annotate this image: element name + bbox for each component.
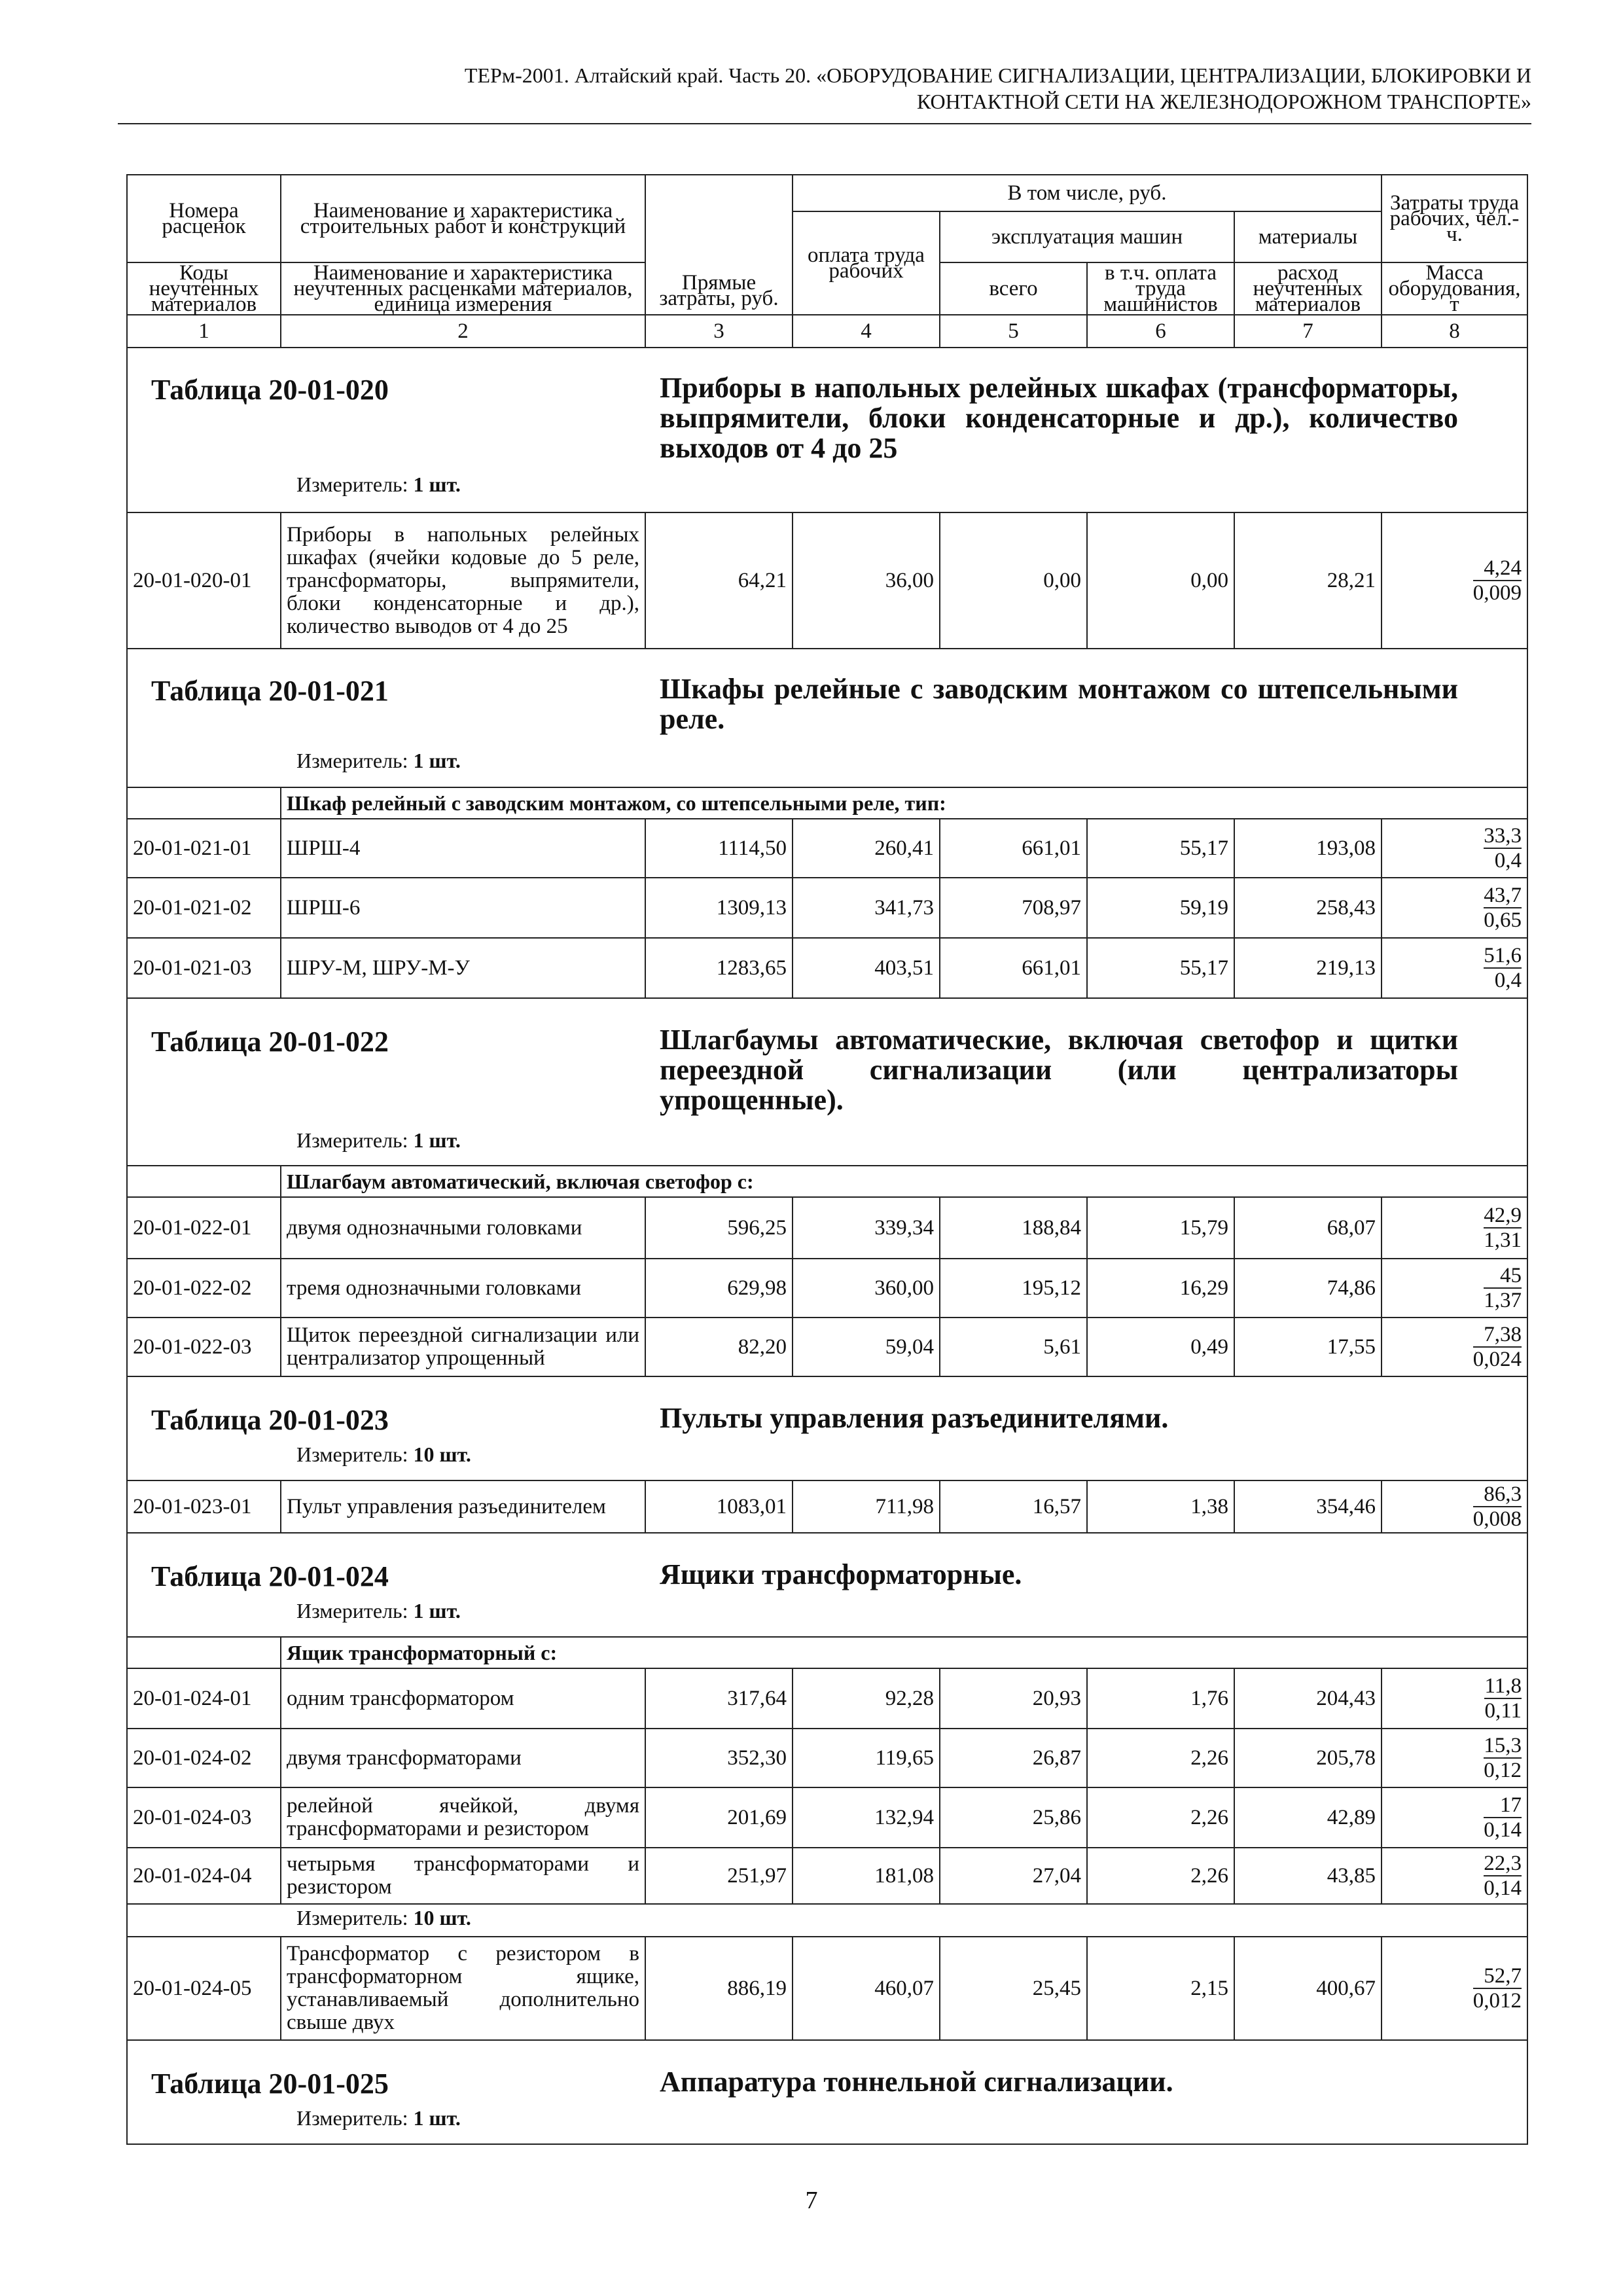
labor-mass-fraction [1484, 1793, 1522, 1842]
cost-mach-pay: 15,79 [1087, 1197, 1234, 1259]
col-header-code: Номера расценок [127, 175, 281, 262]
cost-mat: 74,86 [1234, 1259, 1382, 1318]
rate-code: 20-01-024-04 [127, 1848, 281, 1904]
labor-mass-cell [1382, 1848, 1527, 1904]
cost-pay: 460,07 [793, 1937, 940, 2040]
labor-mass-cell [1382, 512, 1527, 649]
col-number: 1 [127, 315, 281, 348]
table-row [127, 878, 1527, 938]
labor-cost: 42,9 [1484, 1203, 1522, 1227]
labor-cost: 7,38 [1473, 1323, 1522, 1348]
work-name: двумя трансформаторами [281, 1729, 645, 1787]
group-heading-blank [127, 1166, 281, 1197]
col-header-name2: Наименование и характеристика неучтенных расценками материалов, единица измерения [281, 262, 645, 315]
group-heading-row [127, 1166, 1527, 1197]
cost-pay: 360,00 [793, 1259, 940, 1318]
cost-mach: 27,04 [940, 1848, 1087, 1904]
col-header-labor-pay: оплата труда рабочих [793, 211, 940, 315]
measurer [296, 2106, 461, 2130]
caption-wrap [133, 2041, 1522, 2144]
cost-pay: 711,98 [793, 1480, 940, 1533]
equipment-mass: 0,14 [1484, 1818, 1522, 1842]
measurer [296, 1128, 461, 1153]
cost-mat: 68,07 [1234, 1197, 1382, 1259]
cost-mat: 354,46 [1234, 1480, 1382, 1533]
cost-direct: 251,97 [645, 1848, 793, 1904]
col-number: 6 [1087, 315, 1234, 348]
measurer-unit: 1 шт. [413, 1599, 461, 1623]
cost-mach-pay: 55,17 [1087, 938, 1234, 998]
table-title: Ящики трансформаторные. [660, 1558, 1022, 1590]
cost-mat: 28,21 [1234, 512, 1382, 649]
cost-mach: 5,61 [940, 1318, 1087, 1376]
cost-mach-pay: 16,29 [1087, 1259, 1234, 1318]
cost-pay: 260,41 [793, 819, 940, 878]
cost-mach-pay: 59,19 [1087, 878, 1234, 938]
labor-mass-cell [1382, 819, 1527, 878]
rate-code: 20-01-022-03 [127, 1318, 281, 1376]
caption-wrap [133, 999, 1522, 1165]
measurer-unit: 10 шт. [413, 1906, 471, 1929]
running-header [124, 62, 1531, 115]
labor-mass-cell [1382, 1787, 1527, 1848]
group-heading: Ящик трансформаторный с: [281, 1637, 1527, 1668]
equipment-mass: 1,37 [1484, 1288, 1522, 1312]
table-number: Таблица 20-01-023 [151, 1404, 389, 1436]
cost-direct: 352,30 [645, 1729, 793, 1787]
measurer [296, 749, 461, 773]
labor-mass-cell [1382, 878, 1527, 938]
cost-mach: 26,87 [940, 1729, 1087, 1787]
rate-code: 20-01-022-02 [127, 1259, 281, 1318]
measurer-label: Измеритель: [296, 1128, 408, 1152]
cost-pay: 119,65 [793, 1729, 940, 1787]
cost-mach-pay: 2,26 [1087, 1848, 1234, 1904]
cost-direct: 82,20 [645, 1318, 793, 1376]
table-caption [127, 998, 1527, 1166]
equipment-mass: 0,009 [1472, 581, 1522, 605]
equipment-mass: 0,11 [1484, 1698, 1522, 1723]
table-row [127, 938, 1527, 998]
cost-pay: 59,04 [793, 1318, 940, 1376]
table-number: Таблица 20-01-022 [151, 1026, 389, 1058]
cost-mat: 258,43 [1234, 878, 1382, 938]
caption-wrap [133, 1377, 1522, 1480]
table-caption-row [127, 1533, 1527, 1637]
table-title: Приборы в напольных релейных шкафах (трансформаторы, выпрямители, блоки конденсаторные и др.), количество выходов от 4 до 25 [660, 372, 1458, 464]
cost-mach: 25,45 [940, 1937, 1087, 2040]
cost-direct: 201,69 [645, 1787, 793, 1848]
col-header-direct: Прямые затраты, руб. [645, 175, 793, 315]
table-number: Таблица 20-01-024 [151, 1560, 389, 1592]
col-number: 3 [645, 315, 793, 348]
work-name: ШРШ-4 [281, 819, 645, 878]
table-title: Пульты управления разъединителями. [660, 1402, 1169, 1434]
cost-mach-pay: 1,76 [1087, 1668, 1234, 1729]
measurer-unit: 1 шт. [413, 749, 461, 772]
cost-pay: 339,34 [793, 1197, 940, 1259]
group-heading: Шкаф релейный с заводским монтажом, со штепсельными реле, тип: [281, 787, 1527, 819]
table-row [127, 1787, 1527, 1848]
table-caption [127, 1376, 1527, 1480]
cost-mach-pay: 2,26 [1087, 1729, 1234, 1787]
labor-mass-fraction [1484, 1852, 1522, 1900]
labor-cost: 52,7 [1473, 1964, 1522, 1989]
labor-mass-cell [1382, 1259, 1527, 1318]
measurer-label: Измеритель: [296, 2106, 408, 2130]
header-divider [118, 123, 1531, 124]
measurer-unit: 1 шт. [413, 473, 461, 496]
labor-mass-fraction [1473, 1482, 1522, 1531]
group-heading: Шлагбаум автоматический, включая светофор с: [281, 1166, 1527, 1197]
cost-pay: 341,73 [793, 878, 940, 938]
labor-cost: 15,3 [1484, 1733, 1522, 1757]
equipment-mass: 0,14 [1484, 1876, 1522, 1900]
rate-code: 20-01-021-01 [127, 819, 281, 878]
table-row [127, 1937, 1527, 2040]
cost-pay: 132,94 [793, 1787, 940, 1848]
cost-mat: 43,85 [1234, 1848, 1382, 1904]
table-row [127, 1729, 1527, 1787]
col-header-machines: эксплуатация машин [940, 211, 1234, 262]
cost-mach: 195,12 [940, 1259, 1087, 1318]
table-row [127, 819, 1527, 878]
cost-mach: 708,97 [940, 878, 1087, 938]
table-caption [127, 2040, 1527, 2144]
labor-mass-fraction [1484, 884, 1522, 932]
measurer-unit: 1 шт. [413, 2106, 461, 2130]
work-name: Приборы в напольных релейных шкафах (ячейки кодовые до 5 реле, трансформаторы, выпрямители, блоки конденсаторные и др.), количество выводов от 4 до 25 [281, 512, 645, 649]
measurer-cell [127, 1904, 1527, 1937]
col-header-code2: Коды неучтенных материалов [127, 262, 281, 315]
measurer-unit: 1 шт. [413, 1128, 461, 1152]
table-caption-row [127, 1376, 1527, 1480]
measurer-label: Измеритель: [296, 1443, 408, 1466]
cost-mat: 17,55 [1234, 1318, 1382, 1376]
work-name: четырьмя трансформаторами и резистором [281, 1848, 645, 1904]
col-number: 7 [1234, 315, 1382, 348]
rate-code: 20-01-024-03 [127, 1787, 281, 1848]
col-header-labor: Затраты труда рабочих, чел.-ч. [1382, 175, 1527, 262]
caption-wrap [133, 649, 1522, 787]
measurer [296, 473, 461, 497]
cost-direct: 1114,50 [645, 819, 793, 878]
col-header-materials: материалы [1234, 211, 1382, 262]
table-title: Шлагбаумы автоматические, включая светофор и щитки переездной сигнализации (или централизаторы упрощенные). [660, 1024, 1458, 1116]
labor-cost: 4,24 [1473, 556, 1522, 581]
cost-mat: 219,13 [1234, 938, 1382, 998]
cost-mach: 661,01 [940, 819, 1087, 878]
measurer-label: Измеритель: [296, 749, 408, 772]
equipment-mass: 0,12 [1484, 1758, 1522, 1782]
cost-mach-pay: 2,15 [1087, 1937, 1234, 2040]
cost-mach-pay: 0,49 [1087, 1318, 1234, 1376]
work-name: одним трансформатором [281, 1668, 645, 1729]
work-name: тремя однозначными головками [281, 1259, 645, 1318]
labor-mass-cell [1382, 938, 1527, 998]
rate-code: 20-01-024-02 [127, 1729, 281, 1787]
col-header-incl: В том числе, руб. [793, 175, 1382, 211]
group-heading-blank [127, 1637, 281, 1668]
cost-pay: 181,08 [793, 1848, 940, 1904]
labor-mass-cell [1382, 1668, 1527, 1729]
labor-mass-fraction [1473, 556, 1522, 605]
equipment-mass: 1,31 [1484, 1228, 1522, 1252]
table-row [127, 1480, 1527, 1533]
cost-direct: 596,25 [645, 1197, 793, 1259]
labor-mass-cell [1382, 1197, 1527, 1259]
header-line-2: КОНТАКТНОЙ СЕТИ НА ЖЕЛЕЗНОДОРОЖНОМ ТРАНСПОРТЕ» [917, 90, 1531, 113]
col-header-mass: Масса оборудования, т [1382, 262, 1527, 315]
table-row [127, 512, 1527, 649]
table-row [127, 1848, 1527, 1904]
col-number: 8 [1382, 315, 1527, 348]
labor-mass-cell [1382, 1729, 1527, 1787]
rate-code: 20-01-024-01 [127, 1668, 281, 1729]
cost-mat: 400,67 [1234, 1937, 1382, 2040]
labor-cost: 17 [1484, 1793, 1522, 1818]
col-number: 2 [281, 315, 645, 348]
labor-mass-fraction [1484, 1264, 1522, 1312]
measurer-unit: 10 шт. [413, 1443, 471, 1466]
labor-cost: 45 [1484, 1264, 1522, 1289]
work-name: двумя однозначными головками [281, 1197, 645, 1259]
col-number: 5 [940, 315, 1087, 348]
labor-cost: 22,3 [1484, 1851, 1522, 1875]
equipment-mass: 0,4 [1494, 848, 1522, 872]
work-name: ШРУ-М, ШРУ-М-У [281, 938, 645, 998]
equipment-mass: 0,024 [1472, 1347, 1522, 1371]
cost-mat: 205,78 [1234, 1729, 1382, 1787]
work-name: Щиток переездной сигнализации или централизатор упрощенный [281, 1318, 645, 1376]
col-header-mat-use: расход неучтенных материалов [1234, 262, 1382, 315]
equipment-mass: 0,008 [1472, 1507, 1522, 1531]
rate-code: 20-01-024-05 [127, 1937, 281, 2040]
cost-pay: 92,28 [793, 1668, 940, 1729]
labor-mass-fraction [1484, 824, 1522, 872]
rate-code: 20-01-020-01 [127, 512, 281, 649]
labor-mass-fraction [1473, 1323, 1522, 1371]
table-caption [127, 649, 1527, 787]
cost-direct: 1083,01 [645, 1480, 793, 1533]
rate-code: 20-01-021-03 [127, 938, 281, 998]
table-caption [127, 348, 1527, 512]
table-number: Таблица 20-01-021 [151, 675, 389, 707]
table-row [127, 1318, 1527, 1376]
cost-direct: 886,19 [645, 1937, 793, 2040]
cost-mach: 661,01 [940, 938, 1087, 998]
labor-mass-cell [1382, 1318, 1527, 1376]
cost-mach-pay: 2,26 [1087, 1787, 1234, 1848]
group-heading-row [127, 1637, 1527, 1668]
rate-code: 20-01-022-01 [127, 1197, 281, 1259]
col-header-name: Наименование и характеристика строительных работ и конструкций [281, 175, 645, 262]
cost-mat: 204,43 [1234, 1668, 1382, 1729]
table-title: Аппаратура тоннельной сигнализации. [660, 2066, 1173, 2098]
cost-direct: 64,21 [645, 512, 793, 649]
equipment-mass: 0,65 [1484, 908, 1522, 932]
labor-cost: 86,3 [1473, 1482, 1522, 1507]
labor-cost: 11,8 [1484, 1674, 1522, 1698]
labor-mass-cell [1382, 1937, 1527, 2040]
price-table [126, 174, 1528, 2145]
group-heading-blank [127, 787, 281, 819]
measurer-label: Измеритель: [296, 1906, 408, 1929]
cost-direct: 629,98 [645, 1259, 793, 1318]
table-number: Таблица 20-01-020 [151, 374, 389, 406]
cost-direct: 1283,65 [645, 938, 793, 998]
cost-mach-pay: 1,38 [1087, 1480, 1234, 1533]
measurer [296, 1906, 471, 1930]
work-name: ШРШ-6 [281, 878, 645, 938]
group-heading-row [127, 787, 1527, 819]
cost-mat: 193,08 [1234, 819, 1382, 878]
equipment-mass: 0,012 [1472, 1988, 1522, 2013]
measurer [296, 1443, 471, 1467]
cost-mach: 0,00 [940, 512, 1087, 649]
labor-cost: 43,7 [1484, 883, 1522, 907]
cost-mach: 20,93 [940, 1668, 1087, 1729]
work-name: релейной ячейкой, двумя трансформаторами и резистором [281, 1787, 645, 1848]
cost-pay: 36,00 [793, 512, 940, 649]
col-header-mach-total: всего [940, 262, 1087, 315]
cost-direct: 317,64 [645, 1668, 793, 1729]
cost-mach: 25,86 [940, 1787, 1087, 1848]
table-row [127, 1668, 1527, 1729]
table-caption-row [127, 2040, 1527, 2144]
cost-mach: 188,84 [940, 1197, 1087, 1259]
cost-mach: 16,57 [940, 1480, 1087, 1533]
cost-mach-pay: 0,00 [1087, 512, 1234, 649]
measurer-label: Измеритель: [296, 473, 408, 496]
cost-mach-pay: 55,17 [1087, 819, 1234, 878]
work-name: Трансформатор с резистором в трансформаторном ящике, устанавливаемый дополнительно свыше двух [281, 1937, 645, 2040]
caption-wrap [133, 1534, 1522, 1636]
measurer [296, 1599, 461, 1623]
work-name: Пульт управления разъединителем [281, 1480, 645, 1533]
col-header-mach-pay: в т.ч. оплата труда машинистов [1087, 262, 1234, 315]
table-caption [127, 1533, 1527, 1637]
labor-mass-cell [1382, 1480, 1527, 1533]
rate-code: 20-01-023-01 [127, 1480, 281, 1533]
labor-mass-fraction [1473, 1964, 1522, 2013]
table-number: Таблица 20-01-025 [151, 2068, 389, 2100]
labor-mass-fraction [1484, 1734, 1522, 1782]
caption-wrap [133, 348, 1522, 512]
measurer-row [127, 1904, 1527, 1937]
cost-pay: 403,51 [793, 938, 940, 998]
col-number: 4 [793, 315, 940, 348]
labor-mass-fraction [1484, 1204, 1522, 1252]
labor-cost: 51,6 [1484, 943, 1522, 967]
table-caption-row [127, 649, 1527, 787]
cost-direct: 1309,13 [645, 878, 793, 938]
labor-mass-fraction [1484, 944, 1522, 992]
header-line-1: ТЕРм-2001. Алтайский край. Часть 20. «ОБОРУДОВАНИЕ СИГНАЛИЗАЦИИ, ЦЕНТРАЛИЗАЦИИ, БЛОКИРОВКИ И [464, 63, 1531, 87]
measurer-wrap [133, 1905, 1522, 1936]
equipment-mass: 0,4 [1494, 968, 1522, 992]
rate-code: 20-01-021-02 [127, 878, 281, 938]
measurer-label: Измеритель: [296, 1599, 408, 1623]
table-row [127, 1197, 1527, 1259]
table-title: Шкафы релейные с заводским монтажом со штепсельными реле. [660, 673, 1458, 735]
cost-mat: 42,89 [1234, 1787, 1382, 1848]
table-caption-row [127, 348, 1527, 512]
page-number: 7 [805, 2187, 818, 2214]
labor-cost: 33,3 [1484, 823, 1522, 848]
table-row [127, 1259, 1527, 1318]
table-caption-row [127, 998, 1527, 1166]
labor-mass-fraction [1484, 1674, 1522, 1723]
